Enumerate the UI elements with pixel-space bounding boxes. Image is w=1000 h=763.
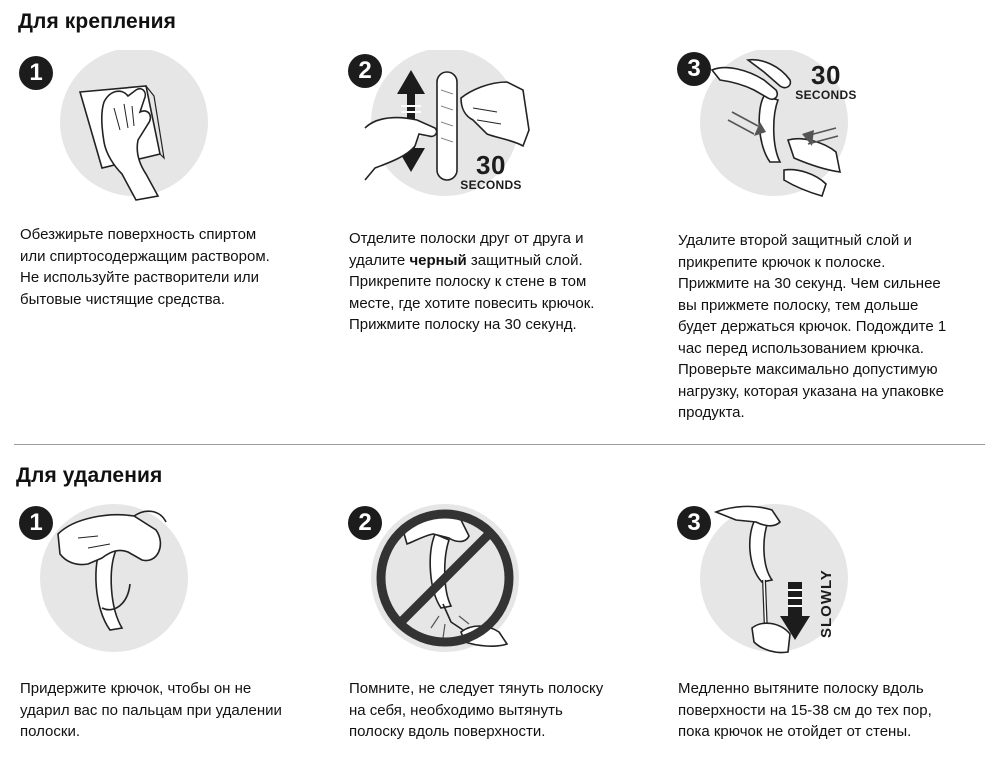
step-description: Медленно вытяните полоску вдоль поверхности на 15-38 см до тех пор, пока крючок не отойдет от стены. — [678, 680, 932, 740]
no-pull-outward-icon — [347, 504, 657, 664]
mount-step-1 — [18, 50, 328, 310]
timer-number: 30 — [811, 60, 841, 90]
remove-step-2 — [347, 504, 657, 744]
step-description-start: Отделите полоски друг от друга и удалите — [349, 230, 584, 269]
step-description-bold: черный — [409, 251, 467, 269]
step-number-badge: 2 — [348, 54, 382, 88]
step-description: Придержите крючок, чтобы он не ударил вас по пальцам при удалении полоски. — [20, 680, 282, 740]
step-number-badge: 1 — [19, 56, 53, 90]
direction-label: SLOWLY — [818, 569, 835, 638]
timer-unit: SECONDS — [795, 88, 857, 102]
step-number-badge: 3 — [677, 52, 711, 86]
timer-label — [786, 62, 866, 101]
step-number-badge: 3 — [677, 506, 711, 540]
wipe-surface-icon — [18, 50, 328, 230]
remove-step-3 — [676, 504, 986, 744]
timer-number: 30 — [476, 150, 506, 180]
step-number-badge: 1 — [19, 506, 53, 540]
step-description-end: защитный слой. Прикрепите полоску к стене в том месте, где хотите повесить крючок. Прижмите полоску на 30 секунд. — [349, 251, 595, 333]
step-number-badge: 2 — [348, 506, 382, 540]
step-description: Помните, не следует тянуть полоску на себя, необходимо вытянуть полоску вдоль поверхности. — [349, 680, 604, 740]
mount-step-3 — [676, 50, 986, 430]
mount-step-2 — [347, 50, 657, 340]
step-description — [349, 228, 649, 336]
peel-liner-icon — [347, 50, 657, 230]
remove-step-1 — [18, 504, 328, 744]
step-description: Удалите второй защитный слой и прикрепите крючок к полоске. Прижмите на 30 секунд. Чем сильнее вы прижмете полоску, тем дольше будет держаться крючок. Подождите 1 час перед использованием крючка. Проверьте максимально допустимую нагрузку, которая указана на упаковке продукта. — [678, 232, 947, 421]
step-description: Обезжирьте поверхность спиртом или спиртосодержащим раствором. Не используйте растворители или бытовые чистящие средства. — [20, 226, 270, 308]
timer-label — [451, 152, 531, 191]
section-divider — [14, 444, 985, 445]
section-title-remove: Для удаления — [16, 464, 163, 487]
timer-unit: SECONDS — [460, 178, 522, 192]
hold-hook-icon — [18, 504, 328, 664]
section-title-mount: Для крепления — [18, 10, 176, 33]
